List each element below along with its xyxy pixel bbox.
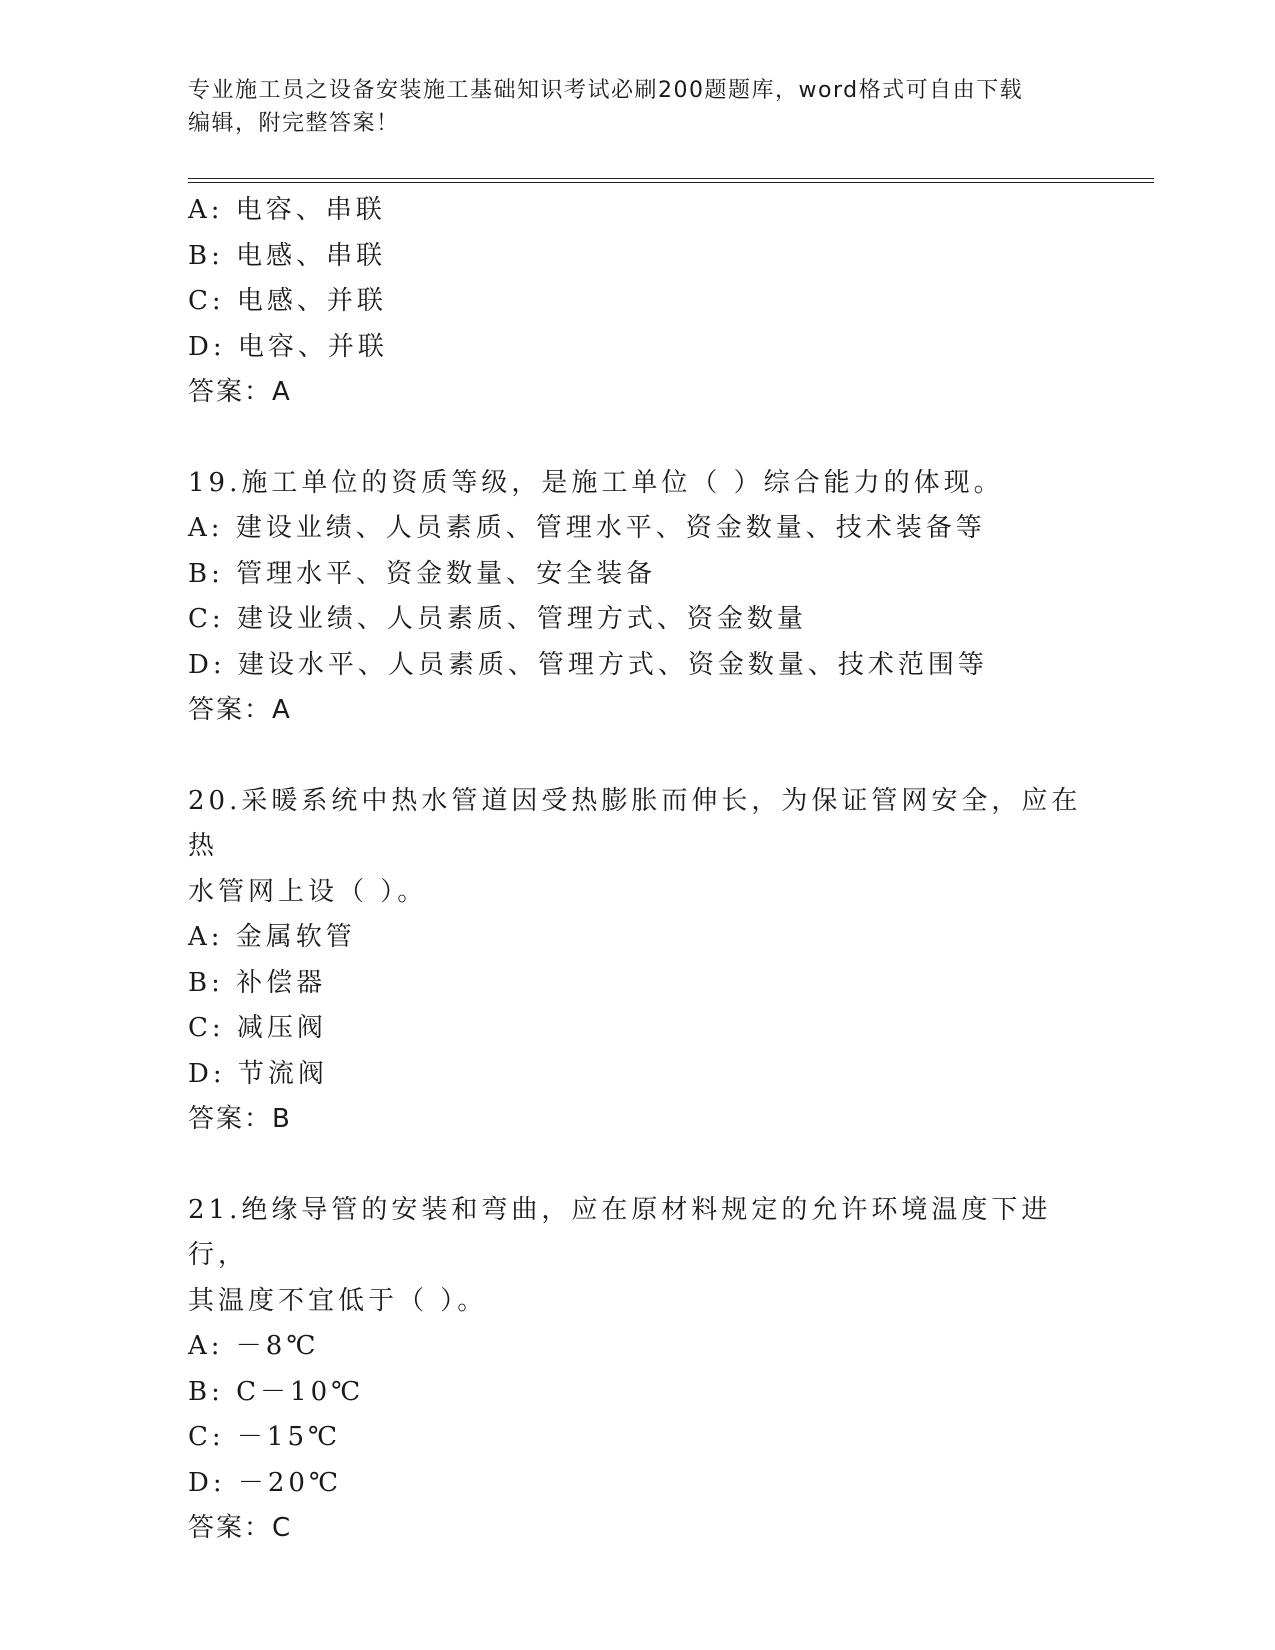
option-d: D: 建设水平、人员素质、管理方式、资金数量、技术范围等 xyxy=(188,649,988,680)
header-rule-bottom xyxy=(188,182,1154,183)
option-b: B: 管理水平、资金数量、安全装备 xyxy=(188,558,657,589)
question-20 xyxy=(188,779,1088,1143)
option-a: A: 电容、串联 xyxy=(188,195,386,225)
answer: 答案：A xyxy=(188,377,292,407)
option-c: C: 电感、并联 xyxy=(188,286,387,316)
question-stem: 19.施工单位的资质等级，是施工单位（ ）综合能力的体现。 xyxy=(188,467,1004,498)
option-b: B: 补偿器 xyxy=(188,967,327,998)
question-19 xyxy=(188,461,1088,734)
question-18 xyxy=(188,188,1088,416)
question-stem-line-1: 21.绝缘导管的安装和弯曲，应在原材料规定的允许环境温度下进行， xyxy=(188,1194,1052,1270)
question-stem-line-2: 水管网上设（ ）。 xyxy=(188,876,428,907)
option-d: D: 节流阀 xyxy=(188,1058,328,1089)
option-b: B: C－10℃ xyxy=(188,1376,365,1407)
option-a: A: 金属软管 xyxy=(188,922,356,952)
answer: 答案：B xyxy=(188,1104,292,1134)
option-c: C: 建设业绩、人员素质、管理方式、资金数量 xyxy=(188,604,807,634)
question-21 xyxy=(188,1188,1088,1552)
spacer xyxy=(188,1143,1088,1188)
answer: 答案：C xyxy=(188,1513,293,1543)
document-header xyxy=(188,74,1088,140)
header-line-1: 专业施工员之设备安装施工基础知识考试必刷200题题库，word格式可自由下载 xyxy=(188,78,1024,103)
question-stem-line-2: 其温度不宜低于（ ）。 xyxy=(188,1285,488,1316)
option-d: D: －20℃ xyxy=(188,1467,343,1498)
option-c: C: 减压阀 xyxy=(188,1013,327,1043)
question-list xyxy=(188,188,1088,1552)
header-rule-top xyxy=(188,178,1154,179)
option-b: B: 电感、串联 xyxy=(188,240,387,271)
option-a: A: －8℃ xyxy=(188,1331,320,1361)
answer: 答案：A xyxy=(188,695,292,725)
option-c: C: －15℃ xyxy=(188,1422,342,1452)
option-d: D: 电容、并联 xyxy=(188,331,388,362)
header-line-2: 编辑，附完整答案！ xyxy=(188,111,400,136)
question-stem-line-1: 20.采暖系统中热水管道因受热膨胀而伸长，为保证管网安全，应在热 xyxy=(188,785,1082,861)
spacer xyxy=(188,734,1088,779)
option-a: A: 建设业绩、人员素质、管理水平、资金数量、技术装备等 xyxy=(188,513,986,543)
spacer xyxy=(188,416,1088,461)
